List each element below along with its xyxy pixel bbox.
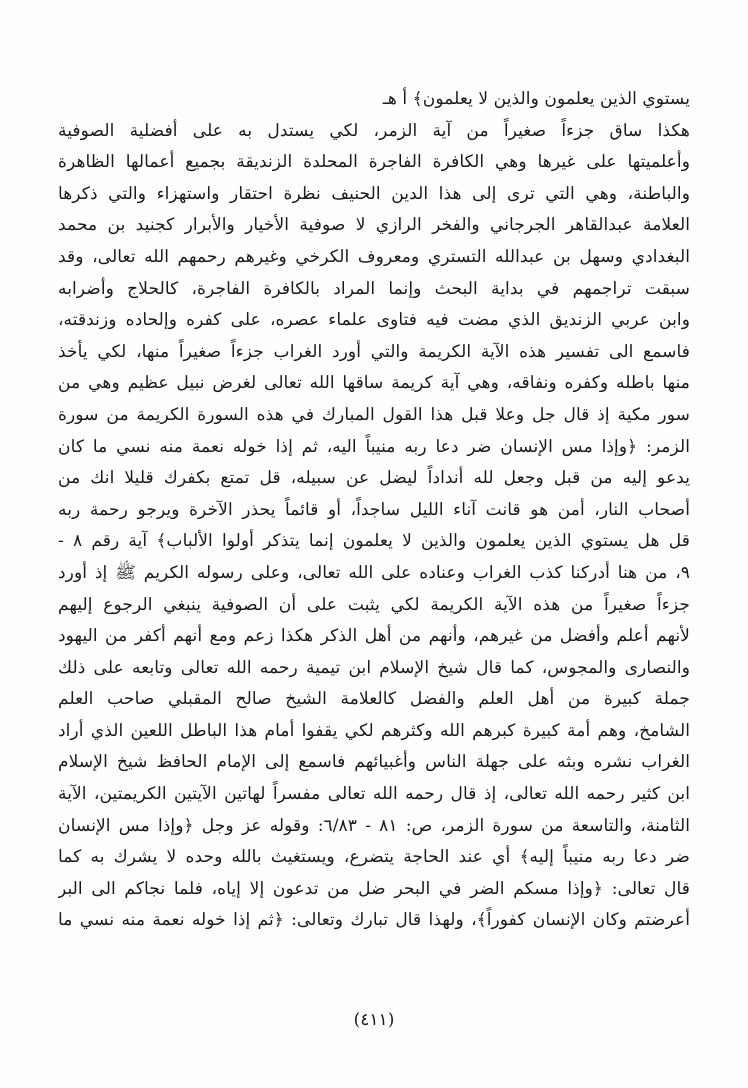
text-line: ضر دعا ربه منيباً إليه﴾ أي عند الحاجة يتضرع، ويستغيث بالله وحده لا يشرك به كما <box>58 847 690 868</box>
text-line: جملة كبيرة من أهل العلم والفضل كالعلامة الشيخ صالح المقبلي صاحب العلم <box>58 689 690 710</box>
text-line: والباطنة، وهي التي ترى إلى هذا الدين الحنيف نظرة احتقار واستهزاء والتي ذكرها <box>58 183 690 204</box>
text-line: البغدادي وسهل بن عبدالله التستري ومعروف الكرخي وغيرهم رحمهم الله تعالى، وقد <box>58 246 690 267</box>
text-line: قل هل يستوي الذين يعلمون والذين لا يعلمون إنما يتذكر أولوا الألباب﴾ آية رقم ٨ - <box>58 531 690 552</box>
text-line: أعرضتم وكان الإنسان كفوراً﴾، ولهذا قال تبارك وتعالى: ﴿ثم إذا خوله نعمة منه نسي ما <box>58 910 690 931</box>
text-line: الزمر: ﴿وإذا مس الإنسان ضر دعا ربه منيباً اليه، ثم إذا خوله نعمة منه نسي ما كان <box>58 436 690 457</box>
text-line: هكذا ساق جزءاً صغيراً من آية الزمر، لكي يستدل به على أفضلية الصوفية <box>58 120 690 141</box>
text-line: قال تعالى: ﴿وإذا مسكم الضر في البحر ضل من تدعون إلا إياه، فلما نجاكم الى البر <box>58 878 690 899</box>
text-line: ابن كثير رحمه الله تعالى، إذ قال رحمه الله تعالى مفسراً لهاتين الآيتين الكريمتين، الآية <box>58 784 690 805</box>
page-number: (٤١١) <box>353 1010 395 1030</box>
text-line: الثامنة، والتاسعة من سورة الزمر، ص: ٨١ - ٦/٨٣: وقوله عز وجل ﴿وإذا مس الإنسان <box>58 815 690 836</box>
text-line: فاسمع الى تفسير هذه الآية الكريمة والتي أورد الغراب جزءاً صغيراً منها، لكي يأخذ <box>58 341 690 362</box>
text-line: وأعلميتها على غيرها وهي الكافرة الفاجرة المحلدة الزنديقة بجميع أعمالها الظاهرة <box>58 152 690 173</box>
body-text <box>58 84 690 937</box>
text-line: يستوي الذين يعلمون والذين لا يعلمون﴾ أ هـ <box>382 89 690 109</box>
text-line: يدعو إليه من قبل وجعل لله أنداداً ليضل عن سبيله، قل تمتع بكفرك قليلا انك من <box>58 468 690 489</box>
text-line: وابن عربي الزنديق الذي مضت فيه فتاوى علماء عصره، على كفره وإلحاده وزندقته، <box>58 310 690 331</box>
text-line: العلامة عبدالقاهر الجرجاني والفخر الرازي لا صوفية الأخيار والأبرار كجنيد بن محمد <box>58 215 690 236</box>
text-line: الشامخ، وهم أمة كبيرة كبرهم الله وكثرهم لكي يقفوا أمام هذا الباطل اللعين الذي أراد <box>58 720 690 741</box>
text-line: منها باطله وكفره ونفاقه، وهي آية كريمة ساقها الله تعالى لغرض نبيل عظيم وهي من <box>58 373 690 394</box>
text-line: سور مكية إذ قال جل وعلا قبل هذا القول المبارك في هذه السورة الكريمة من سورة <box>58 404 690 425</box>
text-line: ٩، من هنا أدركنا كذب الغراب وعناده على الله تعالى، وعلى رسوله الكريم ﷺ إذ أورد <box>58 562 690 583</box>
text-line: والنصارى والمجوس، كما قال شيخ الإسلام ابن تيمية رحمه الله تعالى وتابعه على ذلك <box>58 657 690 678</box>
text-line: الغراب نشره وبثه على جهلة الناس وأغبيائهم فاسمع إلى الإمام الحافظ شيخ الإسلام <box>58 752 690 773</box>
text-line: جزءاً صغيراً من هذه الآية الكريمة لكي يثبت على أن الصوفية ينبغي الرجوع إليهم <box>58 594 690 615</box>
text-line: لأنهم أعلم وأفضل من غيرهم، وأنهم من أهل الذكر هكذا زعم ومع أنهم أكفر من اليهود <box>58 626 690 647</box>
text-line: سبقت تراجمهم في بداية البحث وإنما المراد بالكافرة الفاجرة، كالحلاج وأضرابه <box>58 278 690 299</box>
text-line: أصحاب النار، أمن هو قانت آناء الليل ساجداً، أو قائماً يحذر الآخرة ويرجو رحمة ربه <box>58 499 690 520</box>
